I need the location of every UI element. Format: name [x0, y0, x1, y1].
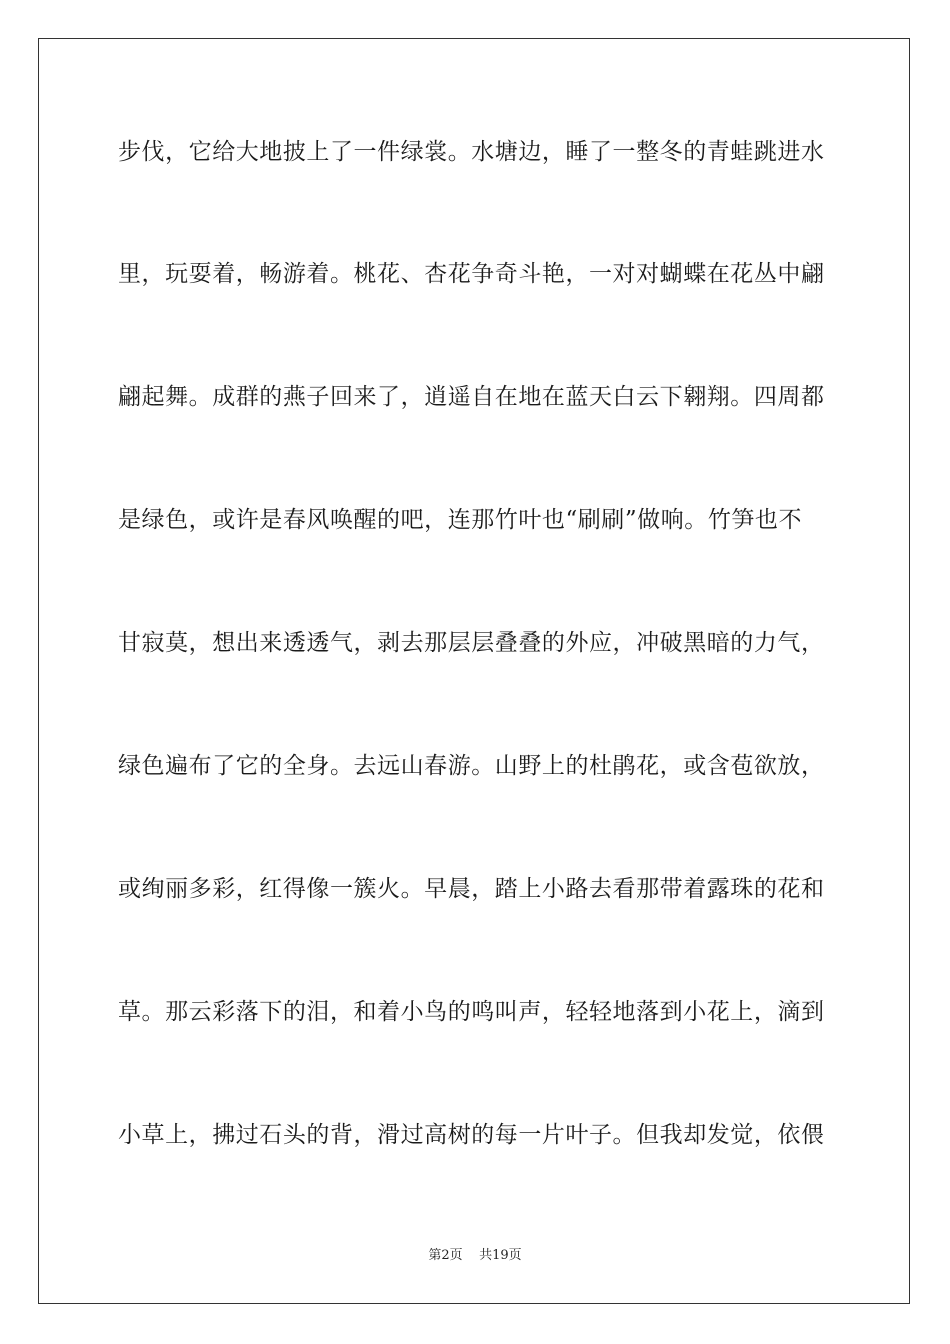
- text-line: 小草上，拂过石头的背，滑过高树的每一片叶子。但我却发觉，依偎: [118, 1122, 825, 1148]
- text-line: 是绿色，或许是春风唤醒的吧，连那竹叶也“刷刷”做响。竹笋也不: [118, 507, 803, 533]
- text-line: 甘寂莫，想出来透透气，剥去那层层叠叠的外应，冲破黑暗的力气，: [118, 630, 825, 656]
- text-line: 或绚丽多彩，红得像一簇火。早晨，踏上小路去看那带着露珠的花和: [118, 876, 825, 902]
- text-line: 绿色遍布了它的全身。去远山春游。山野上的杜鹃花，或含苞欲放，: [118, 753, 825, 779]
- page-border: [38, 38, 910, 1304]
- text-line: 步伐，它给大地披上了一件绿裳。水塘边，睡了一整冬的青蛙跳进水: [118, 139, 825, 165]
- text-line: 草。那云彩落下的泪，和着小鸟的鸣叫声，轻轻地落到小花上，滴到: [118, 999, 825, 1025]
- text-line: 里，玩耍着，畅游着。桃花、杏花争奇斗艳，一对对蝴蝶在花丛中翩: [118, 261, 825, 287]
- text-line: 翩起舞。成群的燕子回来了，逍遥自在地在蓝天白云下翱翔。四周都: [118, 384, 825, 410]
- page-number: 第2页 共19页: [428, 1248, 522, 1263]
